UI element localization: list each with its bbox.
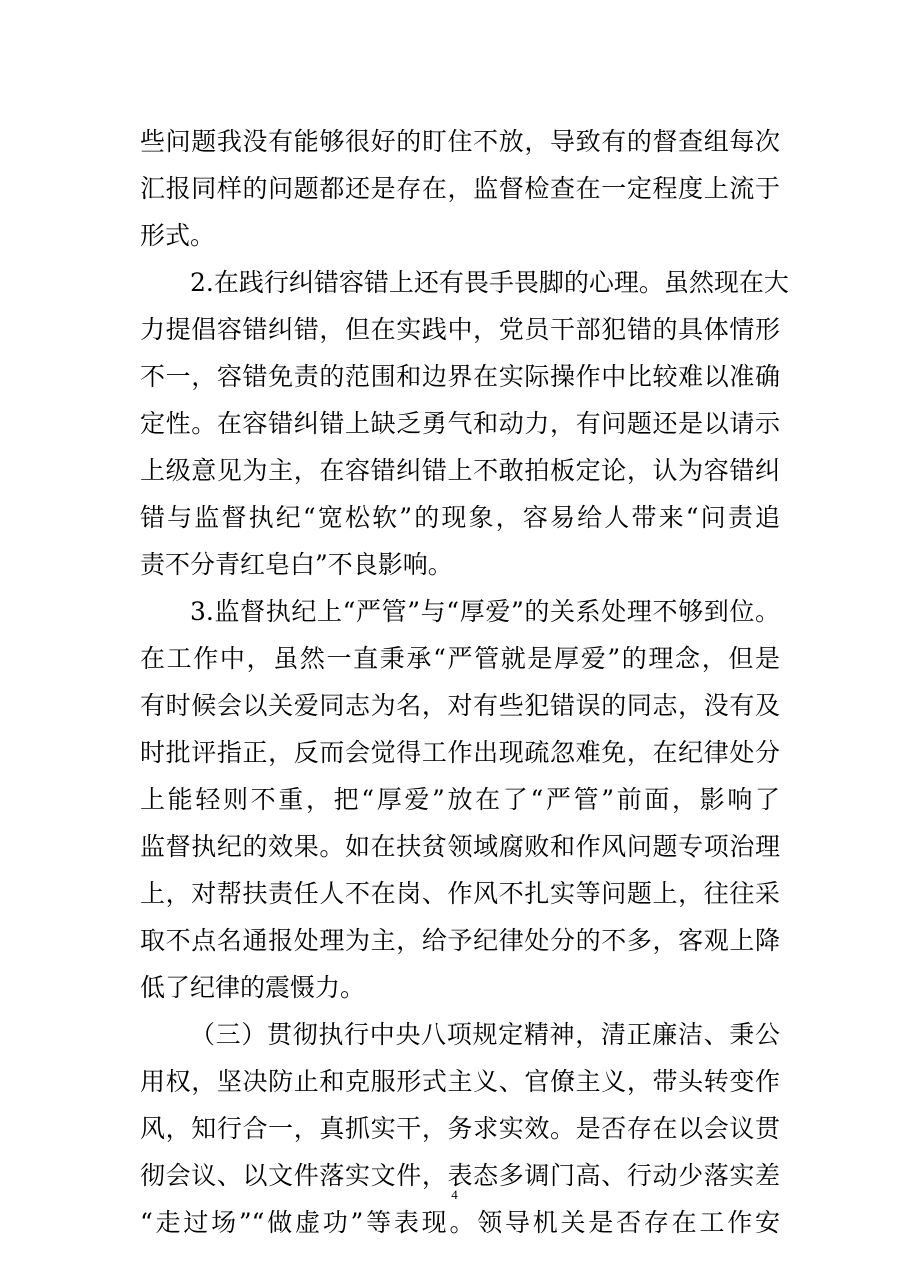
text-line: 监督执纪的效果。如在扶贫领域腐败和作风问题专项治理 [140, 832, 780, 861]
text-line: 不一，容错免责的范围和边界在实际操作中比较难以准确 [140, 362, 780, 391]
paragraph-2 [140, 259, 789, 588]
text-line: 用权，坚决防止和克服形式主义、官僚主义，带头转变作 [140, 1067, 780, 1096]
text-line: 力提倡容错纠错，但在实践中，党员干部犯错的具体情形 [140, 315, 780, 344]
text-line: 上，对帮扶责任人不在岗、作风不扎实等问题上，往往采 [140, 879, 780, 908]
text-line: 2.在践行纠错容错上还有畏手畏脚的心理。虽然现在大 [190, 268, 789, 297]
text-line: 错与监督执纪“宽松软”的现象，容易给人带来“问责追 [140, 503, 780, 532]
text-line: 汇报同样的问题都还是存在，监督检查在一定程度上流于 [140, 174, 780, 203]
text-line: 上能轻则不重，把“厚爱”放在了“严管”前面，影响了 [140, 785, 780, 814]
text-line: （三）贯彻执行中央八项规定精神，清正廉洁、秉公 [190, 1020, 780, 1049]
text-line: 时批评指正，反而会觉得工作出现疏忽难免，在纪律处分 [140, 738, 780, 767]
text-line: 取不点名通报处理为主，给予纪律处分的不多，客观上降 [140, 926, 780, 955]
text-line: 风，知行合一，真抓实干，务求实效。是否存在以会议贯 [140, 1114, 780, 1143]
paragraph-3 [140, 588, 780, 1011]
paragraph-4 [140, 1011, 780, 1246]
text-line: 上级意见为主，在容错纠错上不敢拍板定论，认为容错纠 [140, 456, 780, 485]
text-line: 定性。在容错纠错上缺乏勇气和动力，有问题还是以请示 [140, 409, 780, 438]
text-line: 责不分青红皂白”不良影响。 [140, 550, 453, 579]
text-line: 形式。 [140, 221, 216, 250]
text-line: 低了纪律的震慑力。 [140, 973, 366, 1002]
text-line: 有时候会以关爱同志为名，对有些犯错误的同志，没有及 [140, 691, 780, 720]
text-line: 些问题我没有能够很好的盯住不放，导致有的督查组每次 [140, 127, 780, 156]
paragraph-1 [140, 118, 780, 259]
text-line: 彻会议、以文件落实文件，表态多调门高、行动少落实差 [140, 1161, 780, 1190]
page-number: 4 [451, 1187, 458, 1202]
text-line: 3.监督执纪上“严管”与“厚爱”的关系处理不够到位。 [190, 597, 780, 626]
text-line: “走过场”“做虚功”等表现。领导机关是否存在工作安 [140, 1208, 780, 1237]
text-line: 在工作中，虽然一直秉承“严管就是厚爱”的理念，但是 [140, 644, 780, 673]
body-text [140, 118, 789, 1246]
